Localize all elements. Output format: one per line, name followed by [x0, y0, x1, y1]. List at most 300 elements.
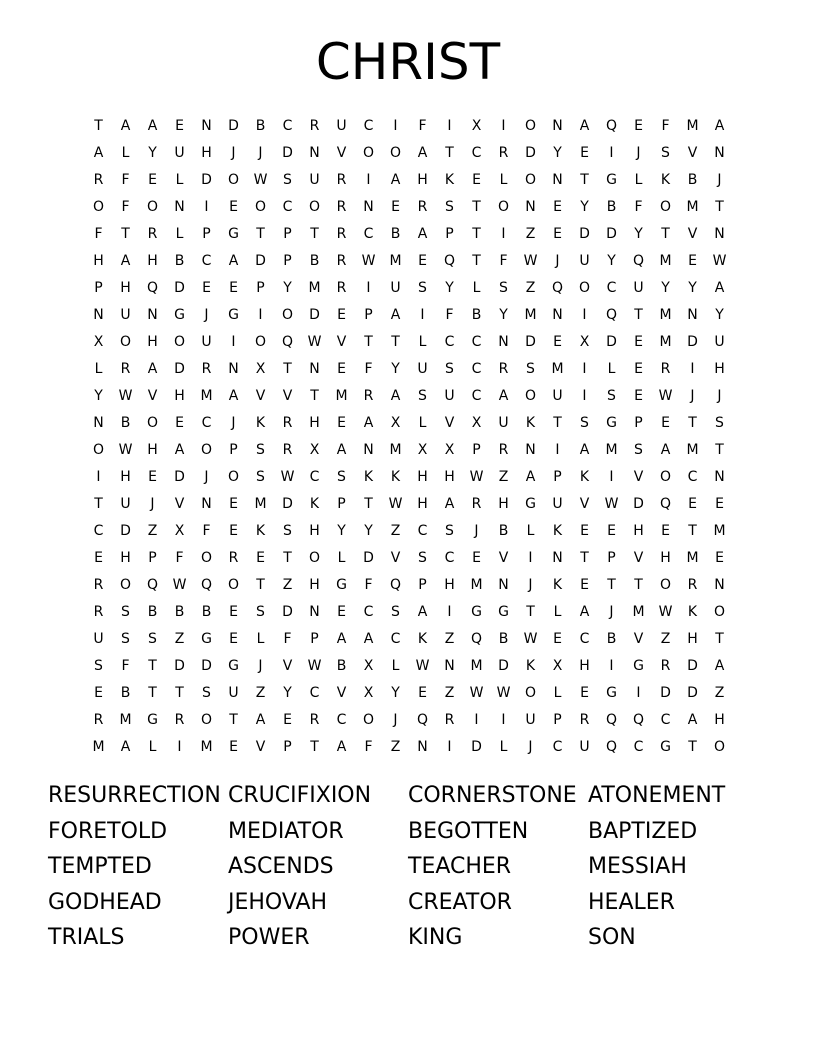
- grid-letter: Z: [660, 631, 671, 647]
- grid-letter: H: [120, 550, 131, 566]
- grid-letter: F: [121, 172, 130, 188]
- grid-letter: I: [609, 469, 614, 485]
- grid-letter: R: [309, 118, 320, 134]
- grid-letter: O: [524, 172, 537, 188]
- word-list-item: BAPTIZED: [588, 818, 698, 844]
- grid-letter: F: [499, 253, 508, 269]
- grid-letter: Y: [607, 253, 616, 269]
- grid-letter: U: [633, 280, 644, 296]
- grid-letter: J: [231, 145, 236, 161]
- grid-letter: H: [147, 334, 158, 350]
- grid-letter: A: [120, 253, 131, 269]
- grid-letter: V: [336, 334, 347, 350]
- grid-letter: S: [148, 631, 157, 647]
- grid-letter: H: [93, 253, 104, 269]
- grid-letter: G: [606, 415, 617, 431]
- grid-letter: I: [447, 118, 452, 134]
- grid-letter: N: [201, 118, 212, 134]
- grid-letter: A: [336, 442, 347, 458]
- grid-letter: U: [201, 334, 212, 350]
- grid-letter: Q: [146, 577, 159, 593]
- grid-letter: T: [526, 604, 535, 620]
- grid-letter: A: [93, 145, 104, 161]
- grid-letter: J: [204, 307, 209, 323]
- grid-letter: T: [310, 226, 319, 242]
- grid-letter: G: [606, 172, 617, 188]
- grid-letter: A: [660, 442, 671, 458]
- grid-letter: T: [553, 415, 562, 431]
- grid-letter: G: [471, 604, 482, 620]
- grid-letter: H: [633, 523, 644, 539]
- grid-letter: A: [444, 496, 455, 512]
- grid-letter: P: [445, 226, 454, 242]
- grid-letter: L: [499, 172, 508, 188]
- grid-letter: R: [498, 145, 509, 161]
- word-list-item: ATONEMENT: [588, 783, 726, 808]
- grid-letter: Z: [174, 631, 185, 647]
- grid-letter: U: [174, 145, 185, 161]
- grid-letter: S: [634, 442, 643, 458]
- grid-letter: K: [660, 172, 671, 188]
- grid-letter: H: [417, 496, 428, 512]
- grid-letter: O: [713, 739, 726, 755]
- grid-letter: N: [552, 118, 563, 134]
- grid-letter: T: [391, 334, 400, 350]
- grid-letter: A: [336, 739, 347, 755]
- grid-letter: Q: [632, 253, 645, 269]
- grid-letter: W: [496, 685, 511, 701]
- grid-letter: I: [258, 307, 263, 323]
- grid-letter: A: [147, 361, 158, 377]
- grid-letter: D: [633, 496, 644, 512]
- grid-letter: C: [93, 523, 104, 539]
- grid-letter: C: [687, 469, 698, 485]
- grid-letter: T: [472, 199, 481, 215]
- grid-letter: X: [255, 361, 266, 377]
- grid-letter: X: [552, 658, 563, 674]
- grid-letter: X: [444, 442, 455, 458]
- grid-letter: Z: [147, 523, 158, 539]
- grid-row: [85, 653, 735, 680]
- grid-letter: Z: [714, 685, 725, 701]
- grid-letter: W: [280, 469, 295, 485]
- grid-letter: D: [687, 658, 698, 674]
- grid-letter: X: [93, 334, 104, 350]
- grid-letter: J: [258, 145, 263, 161]
- grid-letter: M: [686, 199, 699, 215]
- grid-letter: A: [498, 388, 509, 404]
- grid-letter: L: [634, 172, 643, 188]
- grid-letter: E: [553, 631, 562, 647]
- grid-letter: T: [364, 334, 373, 350]
- grid-letter: Z: [390, 739, 401, 755]
- grid-letter: T: [229, 712, 238, 728]
- grid-row: [85, 707, 735, 734]
- grid-letter: Y: [634, 226, 643, 242]
- grid-letter: G: [147, 712, 158, 728]
- grid-letter: R: [309, 712, 320, 728]
- grid-letter: F: [175, 550, 184, 566]
- grid-letter: Q: [605, 118, 618, 134]
- word-list-item: CRUCIFIXION: [228, 783, 372, 808]
- grid-letter: Q: [281, 334, 294, 350]
- grid-letter: C: [363, 604, 374, 620]
- word-list-item: MEDIATOR: [228, 818, 344, 844]
- grid-letter: F: [418, 118, 427, 134]
- grid-letter: O: [227, 577, 240, 593]
- grid-letter: B: [606, 631, 617, 647]
- grid-letter: M: [659, 334, 672, 350]
- grid-letter: W: [253, 172, 268, 188]
- grid-letter: N: [552, 550, 563, 566]
- grid-letter: O: [308, 199, 321, 215]
- grid-letter: Y: [499, 307, 508, 323]
- grid-letter: N: [309, 145, 320, 161]
- grid-letter: T: [94, 496, 103, 512]
- grid-letter: S: [418, 280, 427, 296]
- grid-letter: F: [364, 739, 373, 755]
- grid-letter: D: [174, 469, 185, 485]
- grid-letter: E: [634, 361, 643, 377]
- grid-letter: W: [172, 577, 187, 593]
- grid-letter: I: [636, 685, 641, 701]
- grid-letter: G: [525, 496, 536, 512]
- grid-letter: K: [255, 415, 266, 431]
- grid-letter: M: [470, 577, 483, 593]
- grid-letter: Q: [146, 280, 159, 296]
- grid-letter: E: [175, 118, 184, 134]
- grid-letter: A: [714, 658, 725, 674]
- grid-letter: A: [363, 631, 374, 647]
- grid-letter: T: [661, 226, 670, 242]
- grid-letter: P: [283, 739, 292, 755]
- grid-letter: L: [418, 334, 427, 350]
- grid-letter: M: [470, 658, 483, 674]
- grid-letter: H: [444, 469, 455, 485]
- grid-letter: L: [148, 739, 157, 755]
- word-list-item: JEHOVAH: [228, 889, 328, 915]
- grid-letter: F: [364, 361, 373, 377]
- grid-letter: H: [174, 388, 185, 404]
- grid-letter: V: [282, 658, 293, 674]
- grid-letter: E: [283, 712, 292, 728]
- grid-letter: L: [175, 226, 184, 242]
- grid-letter: Q: [632, 712, 645, 728]
- grid-letter: D: [525, 145, 536, 161]
- grid-letter: B: [498, 523, 509, 539]
- grid-letter: E: [229, 199, 238, 215]
- grid-letter: U: [498, 415, 509, 431]
- grid-letter: T: [634, 307, 643, 323]
- grid-letter: S: [499, 280, 508, 296]
- grid-letter: O: [524, 685, 537, 701]
- grid-letter: T: [715, 442, 724, 458]
- grid-letter: N: [201, 496, 212, 512]
- grid-letter: N: [228, 361, 239, 377]
- grid-letter: K: [309, 496, 320, 512]
- grid-letter: T: [715, 631, 724, 647]
- grid-letter: E: [634, 118, 643, 134]
- grid-letter: C: [471, 388, 482, 404]
- word-list-item: POWER: [228, 925, 310, 951]
- grid-row: [85, 464, 735, 491]
- grid-letter: J: [717, 388, 722, 404]
- grid-letter: I: [420, 307, 425, 323]
- grid-letter: E: [607, 523, 616, 539]
- grid-letter: D: [174, 280, 185, 296]
- grid-letter: H: [309, 523, 320, 539]
- word-list-item: HEALER: [588, 889, 675, 915]
- grid-letter: J: [528, 739, 533, 755]
- grid-letter: Z: [282, 577, 293, 593]
- grid-letter: U: [552, 496, 563, 512]
- grid-letter: L: [553, 604, 562, 620]
- grid-letter: F: [364, 577, 373, 593]
- grid-letter: U: [552, 388, 563, 404]
- grid-letter: I: [366, 172, 371, 188]
- grid-letter: B: [498, 631, 509, 647]
- grid-letter: O: [119, 334, 132, 350]
- grid-letter: T: [715, 199, 724, 215]
- grid-letter: P: [94, 280, 103, 296]
- grid-letter: V: [147, 388, 158, 404]
- grid-letter: M: [551, 361, 564, 377]
- grid-letter: R: [687, 577, 698, 593]
- grid-letter: J: [393, 712, 398, 728]
- word-list-item: TRIALS: [48, 925, 125, 951]
- grid-letter: N: [525, 199, 536, 215]
- grid-letter: R: [93, 712, 104, 728]
- grid-letter: G: [606, 685, 617, 701]
- grid-letter: I: [177, 739, 182, 755]
- grid-row: [85, 518, 735, 545]
- grid-letter: M: [659, 307, 672, 323]
- grid-letter: E: [94, 685, 103, 701]
- word-list-item: BEGOTTEN: [408, 818, 529, 844]
- grid-letter: I: [447, 604, 452, 620]
- grid-letter: Y: [364, 523, 373, 539]
- grid-letter: W: [604, 496, 619, 512]
- grid-letter: O: [146, 199, 159, 215]
- grid-letter: G: [633, 658, 644, 674]
- grid-letter: H: [309, 577, 320, 593]
- grid-letter: E: [580, 145, 589, 161]
- grid-letter: N: [309, 361, 320, 377]
- grid-letter: R: [282, 442, 293, 458]
- grid-letter: W: [523, 253, 538, 269]
- grid-letter: C: [444, 550, 455, 566]
- grid-letter: Q: [470, 631, 483, 647]
- grid-letter: T: [310, 739, 319, 755]
- grid-letter: I: [366, 280, 371, 296]
- grid-letter: T: [688, 523, 697, 539]
- grid-letter: K: [525, 415, 536, 431]
- grid-letter: P: [202, 226, 211, 242]
- grid-letter: S: [526, 361, 535, 377]
- grid-row: [85, 194, 735, 221]
- grid-letter: H: [417, 172, 428, 188]
- grid-letter: H: [714, 361, 725, 377]
- grid-letter: Q: [200, 577, 213, 593]
- grid-letter: T: [472, 226, 481, 242]
- grid-letter: R: [660, 658, 671, 674]
- grid-letter: M: [659, 253, 672, 269]
- grid-letter: S: [445, 523, 454, 539]
- grid-letter: G: [174, 307, 185, 323]
- grid-letter: F: [634, 199, 643, 215]
- grid-letter: E: [688, 253, 697, 269]
- grid-letter: P: [256, 280, 265, 296]
- grid-letter: D: [687, 334, 698, 350]
- grid-letter: B: [174, 253, 185, 269]
- grid-letter: C: [282, 118, 293, 134]
- grid-letter: A: [147, 118, 158, 134]
- grid-row: [85, 680, 735, 707]
- grid-letter: L: [499, 739, 508, 755]
- grid-letter: F: [94, 226, 103, 242]
- grid-letter: I: [204, 199, 209, 215]
- grid-letter: O: [200, 550, 213, 566]
- grid-letter: T: [472, 253, 481, 269]
- grid-letter: D: [120, 523, 131, 539]
- word-list-item: TEMPTED: [48, 854, 152, 880]
- grid-letter: E: [337, 307, 346, 323]
- grid-letter: A: [255, 712, 266, 728]
- grid-letter: H: [660, 550, 671, 566]
- grid-letter: V: [633, 469, 644, 485]
- grid-letter: W: [307, 334, 322, 350]
- grid-letter: R: [579, 712, 590, 728]
- grid-letter: I: [528, 550, 533, 566]
- grid-letter: G: [336, 577, 347, 593]
- grid-letter: T: [580, 550, 589, 566]
- grid-letter: A: [579, 118, 590, 134]
- grid-letter: N: [714, 145, 725, 161]
- grid-letter: U: [93, 631, 104, 647]
- grid-letter: B: [255, 118, 266, 134]
- grid-letter: T: [634, 577, 643, 593]
- grid-letter: D: [363, 550, 374, 566]
- grid-letter: S: [661, 145, 670, 161]
- grid-letter: I: [582, 307, 587, 323]
- grid-letter: A: [417, 604, 428, 620]
- grid-letter: C: [336, 712, 347, 728]
- grid-letter: I: [501, 712, 506, 728]
- grid-letter: P: [148, 550, 157, 566]
- grid-letter: E: [418, 685, 427, 701]
- grid-letter: P: [553, 469, 562, 485]
- grid-letter: A: [579, 442, 590, 458]
- grid-letter: D: [255, 253, 266, 269]
- grid-letter: R: [93, 172, 104, 188]
- grid-letter: I: [393, 118, 398, 134]
- grid-letter: M: [632, 604, 645, 620]
- word-list-item: TEACHER: [408, 854, 512, 880]
- grid-letter: W: [658, 604, 673, 620]
- grid-letter: L: [121, 145, 130, 161]
- grid-letter: N: [174, 199, 185, 215]
- grid-letter: G: [201, 631, 212, 647]
- grid-letter: E: [553, 199, 562, 215]
- grid-letter: N: [714, 577, 725, 593]
- grid-letter: D: [471, 739, 482, 755]
- grid-letter: R: [363, 388, 374, 404]
- grid-row: [85, 383, 735, 410]
- grid-letter: N: [552, 307, 563, 323]
- grid-letter: R: [336, 172, 347, 188]
- grid-letter: B: [120, 685, 131, 701]
- grid-letter: P: [553, 712, 562, 728]
- grid-letter: W: [469, 469, 484, 485]
- grid-letter: J: [717, 172, 722, 188]
- grid-letter: Q: [605, 712, 618, 728]
- grid-letter: I: [474, 712, 479, 728]
- grid-letter: C: [471, 145, 482, 161]
- grid-letter: L: [526, 523, 535, 539]
- grid-letter: K: [525, 658, 536, 674]
- grid-letter: F: [445, 307, 454, 323]
- grid-letter: M: [200, 739, 213, 755]
- grid-letter: T: [94, 118, 103, 134]
- grid-letter: H: [147, 253, 158, 269]
- grid-letter: O: [362, 712, 375, 728]
- grid-letter: N: [93, 307, 104, 323]
- grid-letter: Q: [443, 253, 456, 269]
- grid-letter: X: [309, 442, 320, 458]
- grid-letter: M: [200, 388, 213, 404]
- grid-letter: E: [175, 415, 184, 431]
- grid-letter: N: [363, 442, 374, 458]
- grid-letter: E: [553, 226, 562, 242]
- grid-letter: A: [714, 118, 725, 134]
- grid-letter: J: [204, 469, 209, 485]
- grid-letter: Y: [283, 280, 292, 296]
- grid-letter: R: [471, 496, 482, 512]
- grid-letter: A: [417, 145, 428, 161]
- word-list-item: ASCENDS: [228, 854, 334, 880]
- grid-letter: I: [501, 118, 506, 134]
- grid-letter: G: [228, 226, 239, 242]
- grid-row: [85, 599, 735, 626]
- grid-letter: X: [579, 334, 590, 350]
- grid-letter: A: [120, 118, 131, 134]
- grid-letter: K: [444, 172, 455, 188]
- grid-letter: R: [444, 712, 455, 728]
- grid-letter: Z: [498, 469, 509, 485]
- grid-letter: M: [389, 253, 402, 269]
- grid-letter: J: [609, 604, 614, 620]
- grid-letter: A: [228, 388, 239, 404]
- grid-letter: Q: [551, 280, 564, 296]
- grid-letter: L: [391, 658, 400, 674]
- grid-letter: P: [310, 631, 319, 647]
- grid-letter: Q: [389, 577, 402, 593]
- grid-letter: D: [660, 685, 671, 701]
- grid-letter: L: [472, 280, 481, 296]
- grid-letter: M: [119, 712, 132, 728]
- grid-letter: K: [255, 523, 266, 539]
- grid-row: [85, 329, 735, 356]
- grid-row: [85, 167, 735, 194]
- grid-letter: N: [444, 658, 455, 674]
- grid-letter: E: [229, 496, 238, 512]
- grid-letter: E: [202, 280, 211, 296]
- grid-letter: O: [173, 334, 186, 350]
- grid-letter: M: [605, 442, 618, 458]
- grid-letter: C: [606, 280, 617, 296]
- grid-letter: Q: [605, 739, 618, 755]
- grid-letter: H: [498, 496, 509, 512]
